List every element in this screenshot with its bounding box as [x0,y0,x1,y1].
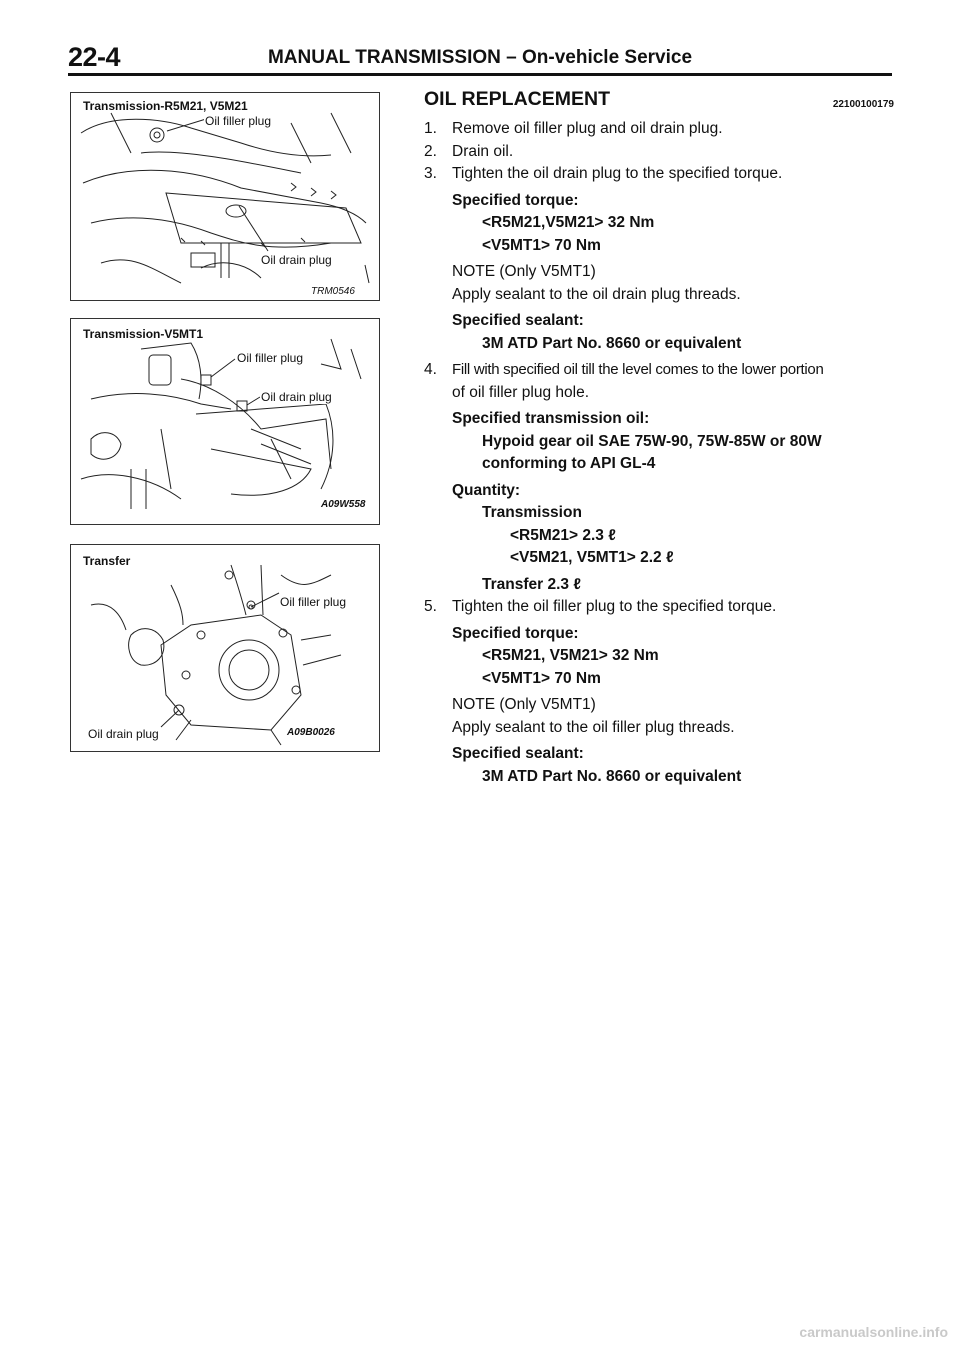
figure-title: Transfer [83,554,131,568]
callout-oil-filler-plug: Oil filler plug [205,114,272,128]
oil-replacement-section [424,88,894,788]
torque-label: Specified torque: [452,191,579,209]
quantity-label: Quantity: [452,481,521,499]
quantity-v5m21: <V5M21, V5MT1> 2.2 ℓ [510,549,674,566]
page-title: MANUAL TRANSMISSION – On-vehicle Service [267,47,693,68]
torque-value: <V5MT1> 70 Nm [482,669,601,687]
torque-label: Specified torque: [452,624,579,642]
step-text: Drain oil. [452,142,514,160]
note-label: NOTE (Only V5MT1) [452,696,596,713]
step-text: Fill with specified oil till the level comes to the lower portion [452,361,824,378]
oil-spec-line-1: Hypoid gear oil SAE 75W-90, 75W-85W or 80W [482,432,822,450]
page-number: 22-4 [68,42,121,72]
step-number: 4. [424,361,437,378]
callout-oil-filler-plug: Oil filler plug [237,351,304,365]
figure-code: TRM0546 [311,286,355,297]
callout-oil-drain-plug: Oil drain plug [261,390,332,404]
oil-label: Specified transmission oil: [452,410,650,427]
torque-value: <V5MT1> 70 Nm [482,236,601,254]
sealant-label: Specified sealant: [452,312,584,329]
callout-oil-drain-plug: Oil drain plug [88,727,159,741]
note-label: NOTE (Only V5MT1) [452,263,596,280]
section-title: OIL REPLACEMENT [424,88,610,110]
torque-value: <R5M21, V5M21> 32 Nm [482,647,659,664]
quantity-r5m21: <R5M21> 2.3 ℓ [510,526,616,544]
section-header [424,88,894,118]
step-5 [424,596,894,619]
quantity-transfer: Transfer 2.3 ℓ [482,575,581,593]
step-text: Tighten the oil drain plug to the specified torque. [452,165,783,182]
step-4 [424,359,894,382]
step-4-continued: of oil filler plug hole. [452,383,589,401]
header-rule [68,73,892,76]
step-number: 3. [424,165,437,182]
figure-title: Transmission-R5M21, V5M21 [83,99,248,113]
sealant-label: Specified sealant: [452,745,584,762]
torque-value: <R5M21,V5M21> 32 Nm [482,214,655,231]
figure-title: Transmission-V5MT1 [83,327,204,341]
quantity-transmission: Transmission [482,504,582,521]
figure-code: A09W558 [321,499,366,510]
step-text: Remove oil filler plug and oil drain plug. [452,120,723,137]
transfer-illustration [71,545,379,751]
figure-transfer [70,544,380,752]
step-number: 5. [424,598,437,615]
note-text: Apply sealant to the oil drain plug threads. [452,285,741,303]
page-header [68,42,892,72]
figure-transmission-r5m21 [70,92,380,301]
note-text: Apply sealant to the oil filler plug threads. [452,718,735,736]
sealant-value: 3M ATD Part No. 8660 or equivalent [482,767,742,785]
step-2 [424,141,894,164]
sealant-value: 3M ATD Part No. 8660 or equivalent [482,334,742,352]
callout-oil-filler-plug: Oil filler plug [280,595,347,609]
step-3 [424,163,894,186]
oil-spec-line-2: conforming to API GL-4 [482,455,656,472]
step-text: Tighten the oil filler plug to the specified torque. [452,598,777,615]
transmission-v5mt1-illustration [71,319,379,524]
watermark: carmanualsonline.info [799,1324,948,1340]
step-number: 2. [424,142,437,160]
figure-code: A09B0026 [287,727,335,738]
callout-oil-drain-plug: Oil drain plug [261,253,332,267]
figure-transmission-v5mt1 [70,318,380,525]
section-code: 22100100179 [832,99,894,110]
step-1 [424,118,894,141]
step-number: 1. [424,120,437,137]
